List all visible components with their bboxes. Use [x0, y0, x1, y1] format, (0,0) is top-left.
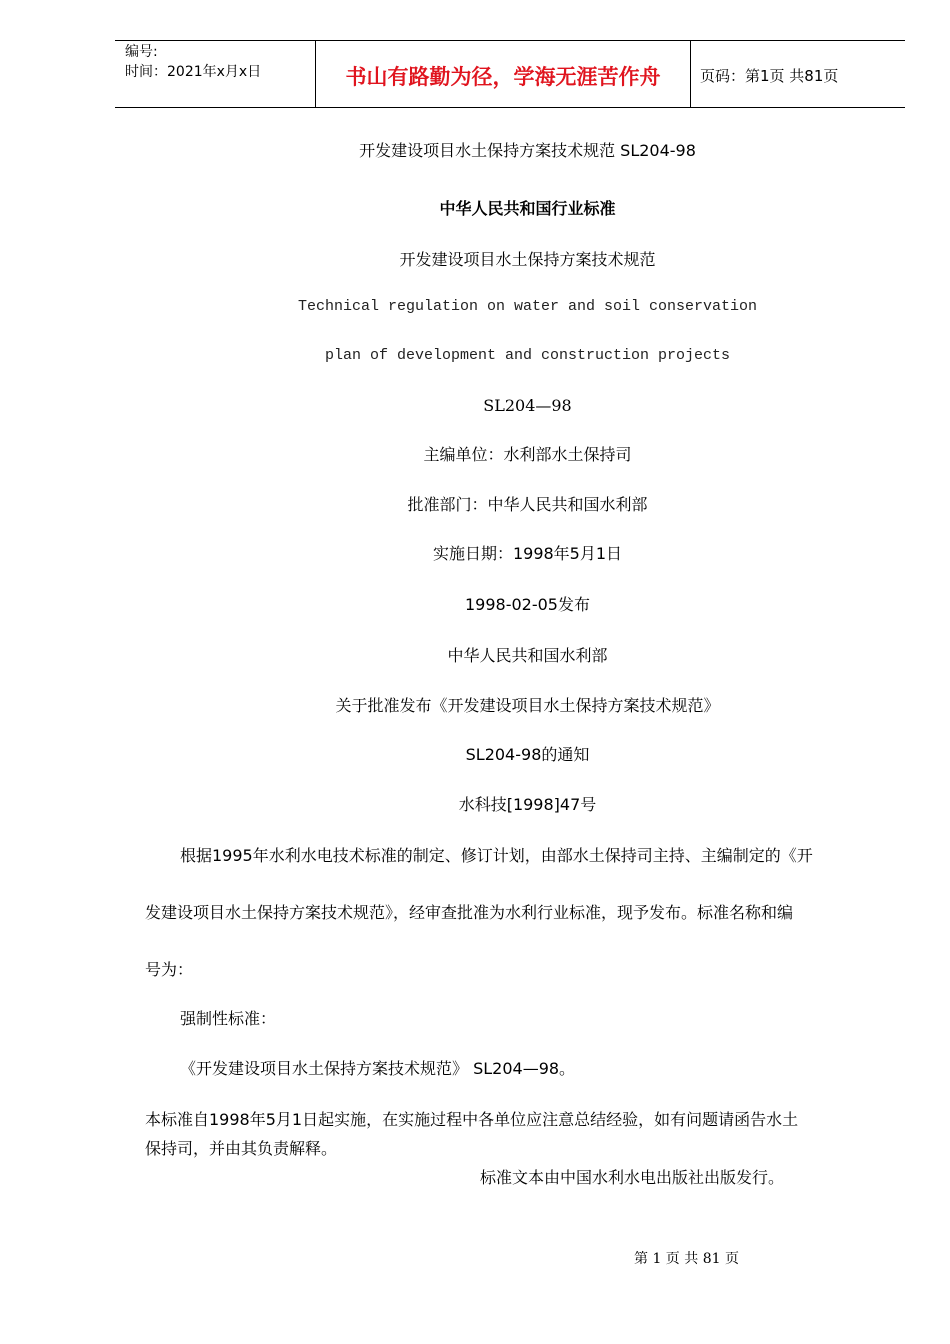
chief-editor-unit: 主编单位：水利部水土保持司	[423, 445, 632, 464]
paragraph-1-line-2: 发建设项目水土保持方案技术规范》，经审查批准为水利行业标准，现予发布。标准名称和编	[145, 903, 794, 922]
header-page-cell	[690, 41, 905, 107]
english-title-line-1: Technical regulation on water and soil conservation	[297, 298, 758, 315]
motto-text: 书山有路勤为径，学海无涯苦作舟	[345, 64, 661, 89]
notice-title: 关于批准发布《开发建设项目水土保持方案技术规范》	[335, 696, 720, 715]
effective-date: 实施日期：1998年5月1日	[432, 544, 623, 563]
publisher-note: 标准文本由中国水利水电出版社出版发行。	[480, 1168, 785, 1187]
header-page-number: 页码：第1页 共81页	[700, 67, 839, 85]
chinese-title: 开发建设项目水土保持方案技术规范	[399, 250, 656, 269]
english-title-line-2: plan of development and construction projects	[324, 347, 731, 364]
page-footer: 第 1 页 共 81 页	[634, 1251, 739, 1267]
document-number-label: 编号:	[125, 44, 158, 60]
publish-date: 1998-02-05发布	[465, 595, 590, 614]
standard-code: SL204—98	[483, 396, 572, 415]
page-header	[115, 40, 905, 108]
notice-subtitle: SL204-98的通知	[465, 745, 590, 764]
standard-heading: 中华人民共和国行业标准	[439, 199, 616, 218]
paragraph-1-line-3: 号为：	[145, 960, 194, 979]
document-time-label: 时间：2021年x月x日	[125, 64, 262, 80]
standard-name: 《开发建设项目水土保持方案技术规范》 SL204—98。	[180, 1059, 576, 1078]
paragraph-2-line-2: 保持司，并由其负责解释。	[145, 1139, 338, 1158]
mandatory-standard-label: 强制性标准：	[180, 1009, 277, 1028]
document-title-line: 开发建设项目水土保持方案技术规范 SL204-98	[359, 141, 696, 160]
paragraph-1-line-1: 根据1995年水利水电技术标准的制定、修订计划，由部水土保持司主持、主编制定的《开	[180, 846, 813, 865]
ministry-name: 中华人民共和国水利部	[447, 646, 608, 665]
header-motto-cell	[315, 41, 691, 107]
notice-number: 水科技[1998]47号	[458, 795, 597, 814]
approving-department: 批准部门：中华人民共和国水利部	[407, 495, 648, 514]
header-meta-cell	[115, 41, 315, 107]
paragraph-2-line-1: 本标准自1998年5月1日起实施，在实施过程中各单位应注意总结经验，如有问题请函告水土	[145, 1110, 799, 1129]
